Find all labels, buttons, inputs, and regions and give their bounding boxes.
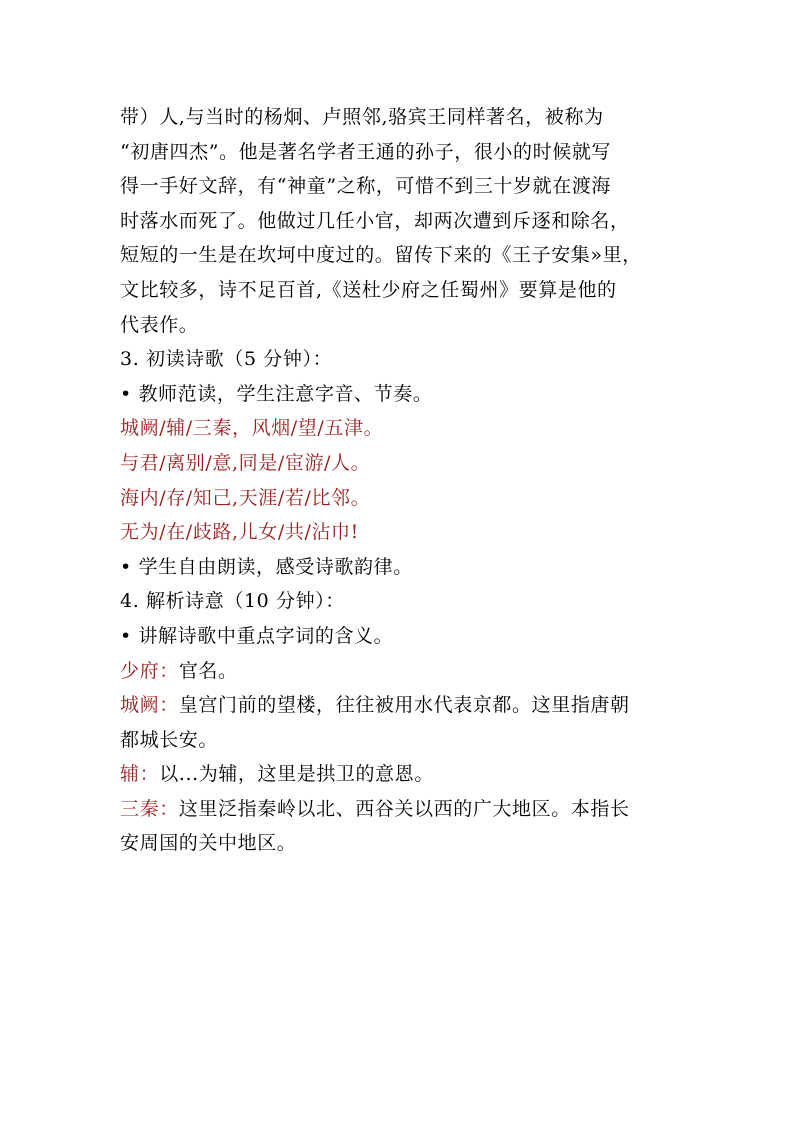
definition-fu <box>120 757 690 792</box>
definition-sanqin <box>120 792 690 827</box>
definition-term: 城阙： <box>120 694 179 717</box>
definition-shaofu <box>120 654 690 689</box>
definition-sanqin-continued: 安周国的关中地区。 <box>120 832 297 855</box>
section3-bullet-1: • 教师范读，学生注意字音、节奏。 <box>120 382 433 405</box>
definition-chengque <box>120 688 690 723</box>
definition-text: 这里泛指秦岭以北、西谷关以西的广大地区。本指长 <box>178 797 630 820</box>
section3-heading: 3. 初读诗歌（5 分钟）： <box>120 348 333 371</box>
definition-text: 官名。 <box>178 659 238 682</box>
section4-heading: 4. 解析诗意（10 分钟）： <box>120 590 345 613</box>
intro-line-6: 文比较多，诗不足百首,《送杜少府之任蜀州》要算是他的 <box>120 278 617 301</box>
section4-bullet-1: • 讲解诗歌中重点字词的含义。 <box>120 624 394 647</box>
poem-line-3: 海内/存/知己,天涯/若/比邻。 <box>120 486 371 509</box>
definition-text: 以...为辅，这里是拱卫的意恩。 <box>159 763 434 786</box>
intro-line-5: 短短的一生是在坎坷中度过的。留传下来的《王子安集»里， <box>120 244 642 267</box>
definition-chengque-continued: 都城长安。 <box>120 728 219 751</box>
definition-term: 少府： <box>120 659 179 682</box>
definition-text: 皇宫门前的望楼，往往被用水代表京都。这里指唐朝 <box>178 694 630 717</box>
poem-line-2: 与君/离别/意,同是/宦游/人。 <box>120 451 371 474</box>
definition-term: 辅： <box>120 763 160 786</box>
definition-term: 三秦： <box>120 797 179 820</box>
poem-line-1: 城阙/辅/三秦，风烟/望/五津。 <box>120 417 384 440</box>
intro-line-4: 时落水而死了。他做过几任小官，却两次遭到斥逐和除名， <box>120 209 630 232</box>
intro-line-7: 代表作。 <box>120 313 199 336</box>
section3-bullet-2: • 学生自由朗读，感受诗歌韵律。 <box>120 555 413 578</box>
intro-line-1: 带）人,与当时的杨炯、卢照邻,骆宾王同样著名，被称为 <box>120 106 604 128</box>
intro-line-2: “初唐四杰”。他是著名学者王通的孙子，很小的时候就写 <box>120 140 612 163</box>
document-page <box>120 100 690 861</box>
intro-line-3: 得一手好文辞，有“神童”之称，可惜不到三十岁就在渡海 <box>120 175 612 198</box>
poem-line-4: 无为/在/歧路,儿女/共/沾巾! <box>120 521 359 544</box>
